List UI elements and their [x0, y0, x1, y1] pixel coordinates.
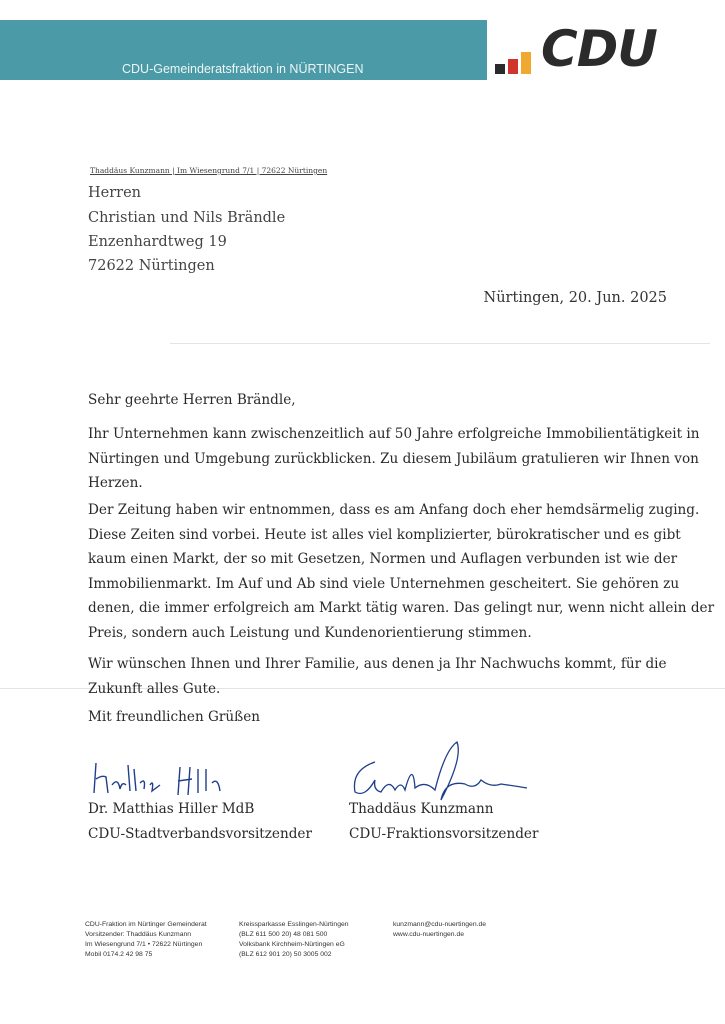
text-line: Zukunft alles Gute. [88, 680, 221, 697]
logo-bar-red [508, 59, 518, 74]
letterhead-banner [0, 20, 487, 80]
logo-bar-black [495, 64, 505, 74]
salutation: Sehr geehrte Herren Brändle, [88, 392, 296, 408]
footer-line: (BLZ 612 901 20) 50 3005 002 [239, 951, 332, 958]
text-line: Wir wünschen Ihnen und Ihrer Familie, aus denen ja Ihr Nachwuchs kommt, für die [88, 656, 667, 672]
fold-mark [170, 343, 710, 344]
signatory-name: Thaddäus Kunzmann [349, 801, 494, 817]
footer-contact [85, 920, 207, 960]
footer-line: Mobil 0174.2 42 98 75 [85, 951, 153, 958]
text-line: Diese Zeiten sind vorbei. Heute ist alles viel komplizierter, bürokratischer und es gibt [88, 526, 681, 543]
recipient-line: Herren [88, 185, 142, 201]
recipient-line: Christian und Nils Brändle [88, 210, 286, 226]
recipient-line: 72622 Nürtingen [88, 258, 215, 274]
footer-line: Kreissparkasse Esslingen-Nürtingen [239, 921, 349, 928]
text-line: kaum einen Markt, der so mit Gesetzen, Normen und Auflagen verbunden ist wie der [88, 551, 678, 567]
paragraph-2 [88, 498, 714, 645]
footer-line: (BLZ 611 500 20) 48 081 500 [239, 931, 328, 938]
paragraph-3 [88, 652, 667, 701]
logo-bar-gold [521, 52, 531, 74]
text-line: Herzen. [88, 475, 143, 491]
text-line: Der Zeitung haben wir entnommen, dass es am Anfang doch eher hemdsärmelig zuging. [88, 502, 700, 518]
footer-line: Volksbank Kirchheim-Nürtingen eG [239, 941, 345, 948]
text-line: denen, die immer erfolgreich am Markt tätig waren. Das gelingt nur, wenn nicht allein der [88, 600, 715, 616]
paragraph-1 [88, 422, 700, 496]
text-line: Ihr Unternehmen kann zwischenzeitlich auf 50 Jahre erfolgreiche Immobilientätigkeit in [88, 426, 700, 442]
logo-wordmark: CDU [541, 20, 657, 78]
footer-web [393, 920, 486, 940]
footer-email-link[interactable]: kunzmann@cdu-nuertingen.de [393, 921, 487, 928]
signature-hiller [88, 755, 248, 800]
footer-line: Im Wiesengrund 7/1 • 72622 Nürtingen [85, 941, 203, 948]
cdu-logo [493, 20, 693, 78]
signatory-title: CDU-Stadtverbandsvorsitzender [88, 826, 312, 842]
text-line: Nürtingen und Umgebung zurückblicken. Zu diesem Jubiläum gratulieren wir Ihnen von [88, 450, 699, 467]
text-line: Preis, sondern auch Leistung und Kundenorientierung stimmen. [88, 624, 532, 641]
closing: Mit freundlichen Grüßen [88, 709, 261, 725]
letter-date: Nürtingen, 20. Jun. 2025 [483, 290, 667, 306]
footer-website-link[interactable]: www.cdu-nuertingen.de [393, 931, 465, 938]
footer-line: CDU-Fraktion im Nürtinger Gemeinderat [85, 921, 207, 928]
footer-line: Vorsitzender: Thaddäus Kunzmann [85, 931, 192, 938]
footer-bank [239, 920, 349, 960]
sender-line: Thaddäus Kunzmann | Im Wiesengrund 7/1 | 72622 Nürtingen [90, 166, 328, 175]
recipient-line: Enzenhardtweg 19 [88, 234, 227, 250]
signatory-title: CDU-Fraktionsvorsitzender [349, 826, 539, 842]
signatory-name: Dr. Matthias Hiller MdB [88, 801, 255, 817]
banner-title: CDU-Gemeinderatsfraktion in NÜRTINGEN [122, 62, 364, 76]
text-line: Immobilienmarkt. Im Auf und Ab sind viele Unternehmen gescheitert. Sie gehören zu [88, 575, 680, 592]
